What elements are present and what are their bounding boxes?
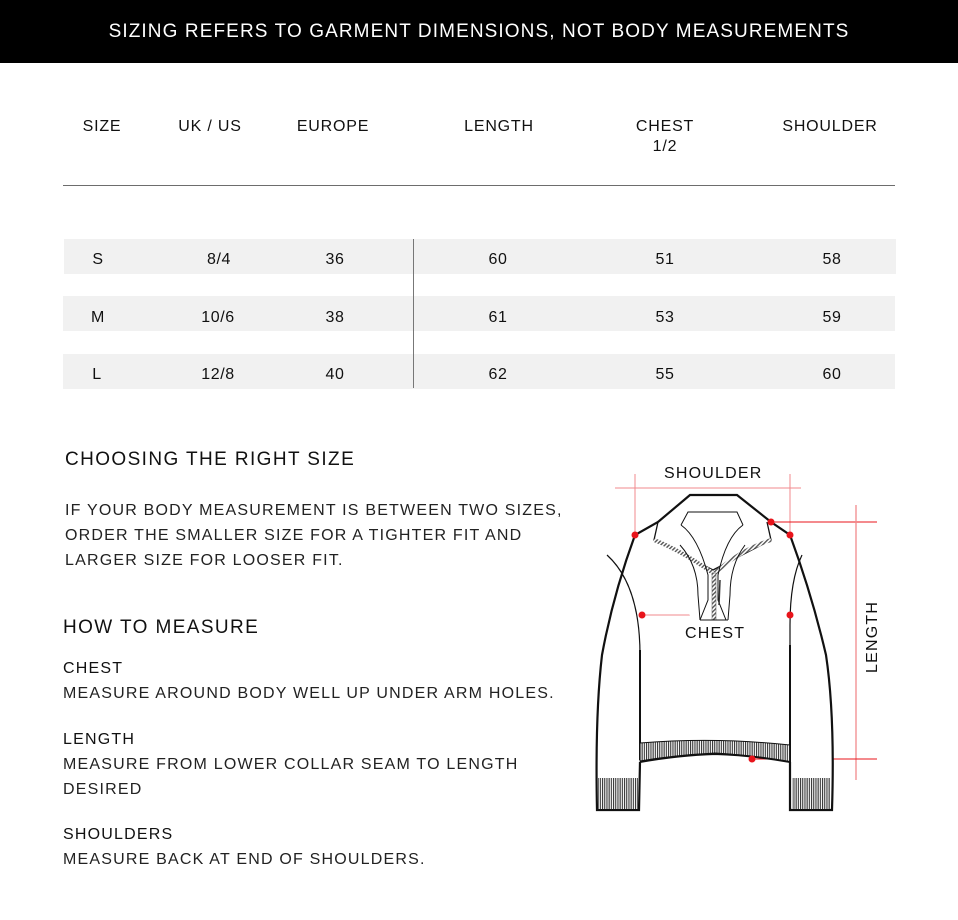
cell-chest: 53	[655, 309, 675, 326]
header-ukus-label: UK / US	[178, 118, 242, 135]
cell-shoulder: 58	[822, 251, 842, 268]
table-row-m	[63, 296, 895, 331]
how-to-measure-title: HOW TO MEASURE	[63, 617, 260, 638]
length-instruction-2: DESIRED	[63, 781, 143, 798]
cell-europe: 36	[325, 251, 345, 268]
cell-chest: 51	[655, 251, 675, 268]
header-chest	[636, 117, 694, 157]
choosing-line-3: LARGER SIZE FOR LOOSER FIT.	[65, 552, 344, 569]
cell-shoulder: 60	[822, 366, 842, 383]
cell-shoulder: 59	[822, 309, 842, 326]
header-shoulder-label: SHOULDER	[782, 118, 878, 135]
header-size-label: SIZE	[82, 118, 122, 135]
header-divider	[63, 185, 895, 186]
header-europe-label: EUROPE	[296, 118, 370, 135]
chest-instruction: MEASURE AROUND BODY WELL UP UNDER ARM HOLES.	[63, 685, 555, 702]
header-length	[464, 117, 534, 137]
shoulders-instruction: MEASURE BACK AT END OF SHOULDERS.	[63, 851, 426, 868]
cell-ukus: 12/8	[201, 366, 235, 383]
chest-label: CHEST	[685, 625, 746, 642]
cell-europe: 38	[325, 309, 345, 326]
cell-size: M	[91, 309, 105, 326]
length-subtitle: LENGTH	[63, 731, 136, 748]
shoulder-label: SHOULDER	[664, 465, 763, 482]
measurement-diagram	[580, 455, 900, 825]
table-row-s	[64, 239, 896, 274]
cell-chest: 55	[655, 366, 675, 383]
header-shoulder	[782, 117, 877, 137]
cell-length: 62	[488, 366, 508, 383]
cell-length: 60	[488, 251, 508, 268]
header-size	[83, 117, 122, 137]
sizing-banner	[0, 0, 958, 63]
chest-subtitle: CHEST	[63, 660, 124, 677]
cell-size: S	[92, 251, 104, 268]
cell-size: L	[92, 366, 102, 383]
table-row-l	[63, 354, 895, 389]
length-instruction-1: MEASURE FROM LOWER COLLAR SEAM TO LENGTH	[63, 756, 519, 773]
choosing-line-1: IF YOUR BODY MEASUREMENT IS BETWEEN TWO SIZES,	[65, 502, 563, 519]
choosing-line-2: ORDER THE SMALLER SIZE FOR A TIGHTER FIT AND	[65, 527, 523, 544]
choosing-title: CHOOSING THE RIGHT SIZE	[65, 449, 356, 470]
cell-length: 61	[488, 309, 508, 326]
cell-ukus: 8/4	[206, 251, 232, 268]
header-length-label: LENGTH	[464, 118, 534, 135]
cell-ukus: 10/6	[201, 309, 235, 326]
length-label: LENGTH	[864, 600, 881, 673]
shoulders-subtitle: SHOULDERS	[63, 826, 174, 843]
banner-text: SIZING REFERS TO GARMENT DIMENSIONS, NOT BODY MEASUREMENTS	[108, 20, 850, 42]
header-ukus	[178, 117, 241, 137]
column-divider	[413, 239, 414, 388]
header-chest-sub: 1/2	[652, 138, 678, 155]
header-chest-label: CHEST	[635, 118, 695, 135]
cell-europe: 40	[325, 366, 345, 383]
header-europe	[297, 117, 369, 137]
